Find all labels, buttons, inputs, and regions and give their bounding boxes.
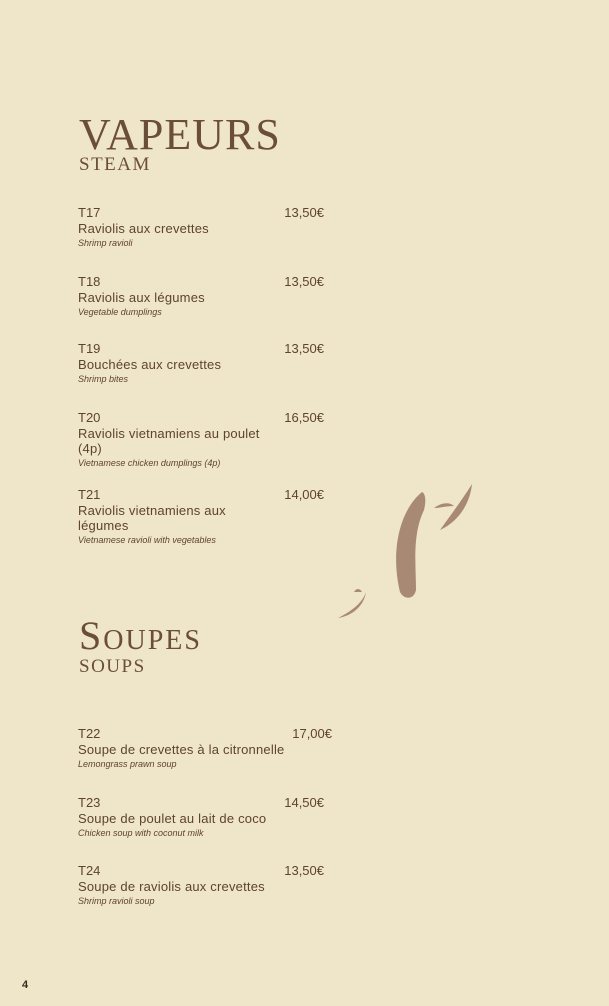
section-title-soupes: Soupes (79, 613, 202, 658)
menu-item-t23 (78, 795, 328, 839)
item-price: 16,50€ (284, 410, 324, 425)
menu-item-t20 (78, 410, 328, 469)
item-english-name: Chicken soup with coconut milk (78, 828, 204, 838)
item-price: 14,00€ (284, 487, 324, 502)
item-code: T19 (78, 341, 101, 356)
item-price: 13,50€ (284, 863, 324, 878)
item-price: 17,00€ (292, 726, 332, 741)
item-english-name: Shrimp ravioli (78, 238, 133, 248)
item-name: Raviolis vietnamiens aux légumes (78, 503, 226, 533)
item-price: 13,50€ (284, 274, 324, 289)
section-subtitle-soups: SOUPS (79, 656, 146, 677)
item-code: T21 (78, 487, 101, 502)
item-english-name: Vietnamese ravioli with vegetables (78, 535, 216, 545)
item-code: T24 (78, 863, 101, 878)
item-english-name: Shrimp bites (78, 374, 129, 384)
item-code: T20 (78, 410, 101, 425)
menu-item-t19 (78, 341, 328, 385)
brushstroke-ornament (330, 480, 480, 625)
item-code: T17 (78, 205, 101, 220)
item-name: Bouchées aux crevettes (78, 357, 222, 372)
item-name: Raviolis vietnamiens au poulet (4p) (78, 426, 260, 456)
menu-item-t21 (78, 487, 328, 546)
menu-item-t22 (78, 726, 332, 770)
item-english-name: Vietnamese chicken dumplings (4p) (78, 458, 221, 468)
menu-item-t18 (78, 274, 328, 318)
menu-item-t17 (78, 205, 328, 249)
item-english-name: Vegetable dumplings (78, 307, 162, 317)
page-number: 4 (22, 979, 29, 991)
item-english-name: Shrimp ravioli soup (78, 896, 155, 906)
item-price: 13,50€ (284, 205, 324, 220)
item-price: 14,50€ (284, 795, 324, 810)
item-code: T22 (78, 726, 101, 741)
item-name: Soupe de crevettes à la citronnelle (78, 742, 285, 757)
item-name: Raviolis aux légumes (78, 290, 205, 305)
item-name: Raviolis aux crevettes (78, 221, 209, 236)
item-english-name: Lemongrass prawn soup (78, 759, 177, 769)
item-code: T18 (78, 274, 101, 289)
item-name: Soupe de raviolis aux crevettes (78, 879, 265, 894)
menu-item-t24 (78, 863, 328, 907)
item-price: 13,50€ (284, 341, 324, 356)
item-code: T23 (78, 795, 101, 810)
section-title-vapeurs: VAPEURS (79, 110, 281, 159)
item-name: Soupe de poulet au lait de coco (78, 811, 267, 826)
section-subtitle-steam: STEAM (79, 154, 151, 175)
